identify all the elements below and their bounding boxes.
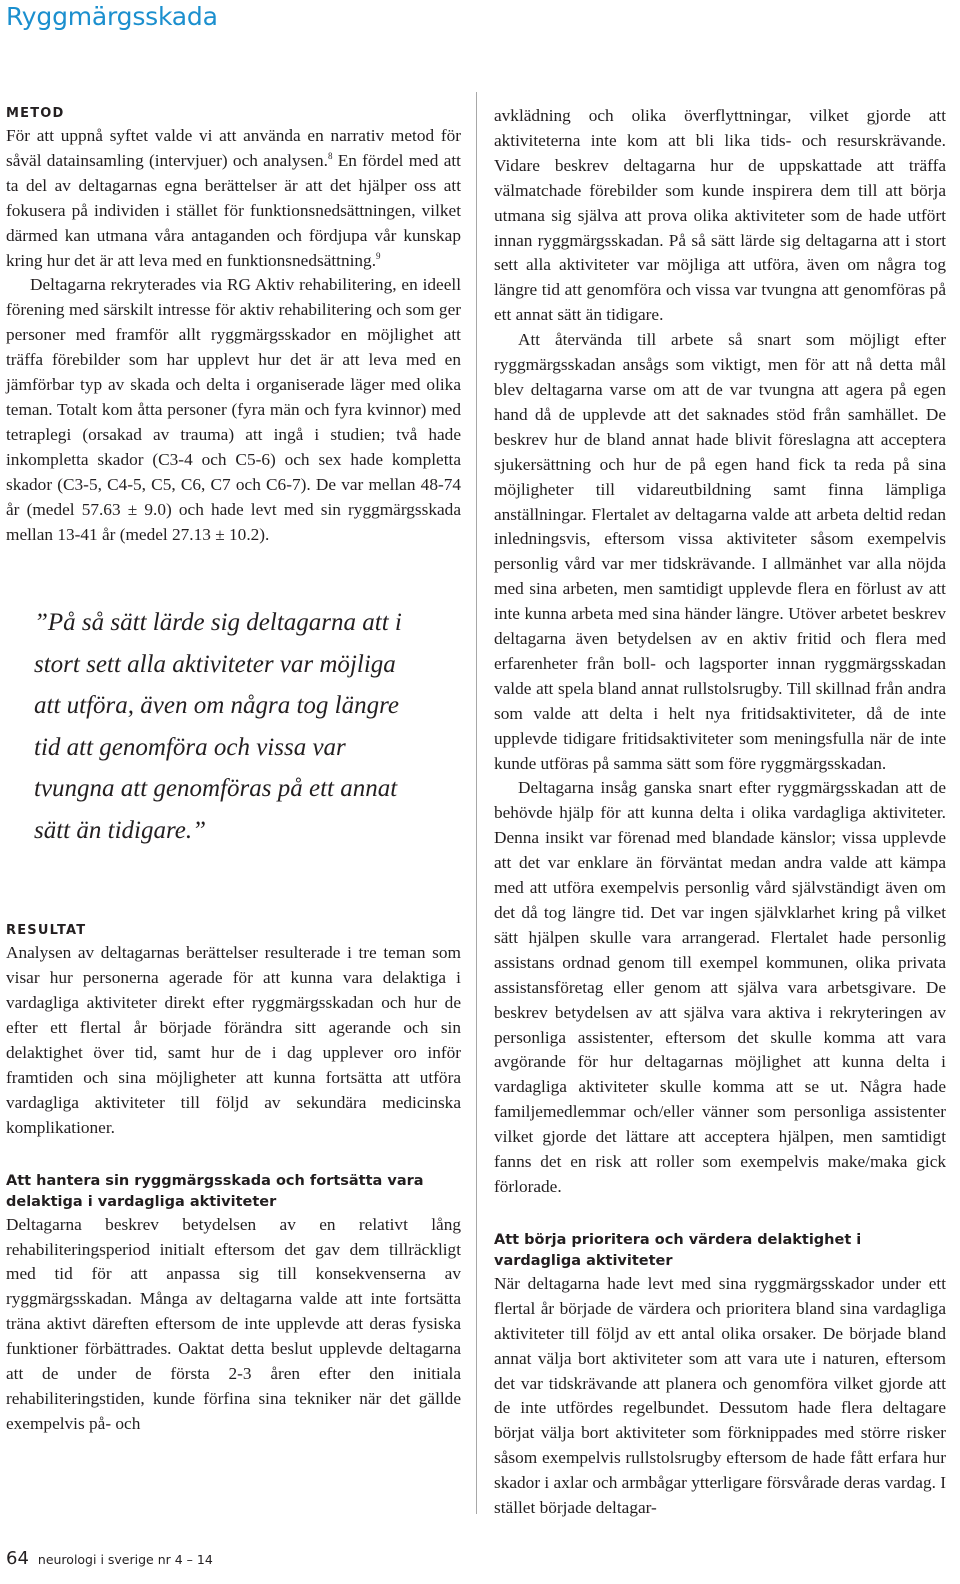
right-paragraph-3: Deltagarna insåg ganska snart efter ryggmärgsskadan att de behövde hjälp för att kunna delta i olika vardagliga aktiviteter. Denna insikt var förenad med blandade känslor; vissa upplevde att det var enklare än förväntat medan andra valde att kämpa med att utföra exempelvis personlig vård självständigt även om det då tog längre tid. Det var ingen självklarhet kring på vilket sätt hjälpen skulle vara arrangerad. Flertalet hade personlig assistans ordnad genom till exempel kommunen, olika privata assistansföretag eller genom att själva vara arbetsgivare. De beskrev betydelsen av att själva vara aktiva i rekryteringen av personliga assistenter, eftersom det skulle komma att vara avgörande för hur deltagarnas möjlighet att kunna delta i vardagliga aktiviteter skulle komma att se ut. Några hade familjemedlemmar och/eller vänner som personliga assistenter vilket gjorde det lättare att acceptera hjälpen, men samtidigt fanns det en risk att roller som exempelvis make/maka gick förlorade. (494, 778, 946, 1196)
metod-p1-text-b: En fördel med att ta del av deltagarnas egna berättelser är att det hjälper oss att fokusera på individen i stället för funktionsnedsättningen, vilket därmed kan utmana våra antaganden och fördjupa vår kunskap kring hur det är att leva med en funktionsnedsättning. (6, 150, 461, 270)
resultat-paragraph: Analysen av deltagarnas berättelser resulterade i tre teman som visar hur personerna agerade för att kunna vara delaktiga i vardagliga aktiviteter direkt efter ryggmärgsskadan och hur de efter ett flertal år började förändra sitt agerande och sin delaktighet över tid, samt hur de i dag upplever oro inför framtiden och sina möjligheter att kunna fortsätta att utföra vardagliga aktiviteter till följd av sekundära medicinska komplikationer. (6, 943, 461, 1137)
section-label-resultat: RESULTAT (6, 923, 87, 939)
metod-paragraph-2: Deltagarna rekryterades via RG Aktiv rehabilitering, en ideell förening med särskilt intresse för aktiv rehabilitering och som ger personer med framför allt ryggmärgsskador en möjlighet att träffa förebilder som har upplevt hur det är att leva med en jämförbar typ av skada och delta i organiserade läger med olika teman. Totalt kom åtta personer (fyra män och fyra kvinnor) med tetraplegi (orsakad av trauma) att ingå i studien; två hade inkompletta skador (C3-4 och C5-6) och sex hade kompletta skador (C3-5, C4-5, C5, C6, C7 och C6-7). De var mellan 48-74 år (medel 57.63 ± 9.0) och hade levt med sin ryggmärgsskada mellan 13-41 år (medel 27.13 ± 10.2). (6, 275, 461, 544)
right-paragraph-2: Att återvända till arbete så snart som möjligt efter ryggmärgsskadan ansågs som viktigt, men för att nå detta mål blev deltagarna varse om att de var tvungna att agera på egen hand då de upplevde att det saknades stöd från samhället. De beskrev hur de bland annat hade blivit föreslagna att acceptera sjukersättning och hur de på egen hand fick ta reda på sina möjligheter till vidareutbildning samt finna lämpliga anställningar. Flertalet av deltagarna valde att arbeta deltid redan inledningsvis, eftersom vissa aktiviteter såsom exempelvis personlig vård var mer tidskrävande. I allmänhet var alla nöjda med sina arbeten, men samtidigt upplevde flera en förlust av att inte kunna arbeta med sina händer längre. Utöver arbetet beskrev deltagarna även betydelsen av en aktiv fritid och flera med erfarenheter från boll- och lagsporter innan ryggmärgsskadan valde att spela bland annat rullstolsrugby. Till skillnad från andra som valde att delta i helt nya fritidsaktiviteter, då de inte upplevde tidigare fritidsaktiviteter som meningsfulla när de inte kunde utföras på samma sätt som före ryggmärgsskadan. (494, 330, 946, 773)
subheading-prioritera: Att börja prioritera och värdera delaktighet i vardagliga aktiviteter (494, 1231, 862, 1269)
metod-p1-text-a: För att uppnå syftet valde vi att använda en narrativ metod för såväl datainsamling (intervjuer) och analysen. (6, 126, 461, 170)
column-divider (476, 92, 477, 1514)
right-paragraph-1: avklädning och olika överflyttningar, vilket gjorde att aktiviteterna inte kom att bli lika tids- och resurskrävande. Vidare beskrev deltagarna hur de uppskattade att träffa välmatchade förebilder som kunde inspirera dem till att börja utmana sig själva att prova olika aktiviteter som de hade utfört innan ryggmärgsskadan. På så sätt lärde sig deltagarna att i stort sett alla aktiviteter var möjliga att utföra, även om några tog längre tid att genomföra och vissa var tvungna att genomföras på ett annat sätt än tidigare. (494, 106, 946, 325)
footnote-ref-8: 8 (327, 150, 333, 161)
prioritera-paragraph: När deltagarna hade levt med sina ryggmärgsskador under ett flertal år började de värdera och prioritera bland sina vardagliga aktiviteter till följd av ett antal olika orsaker. De började bland annat välja bort aktiviteter som att vara ute i naturen, eftersom det var tidskrävande att planera och genomföra vilket gjorde att de inte utfördes regelbundet. Dessutom hade flera deltagare börjat välja bort aktiviteter som förknippades med större risker såsom exempelvis rullstolsrugby eftersom de hade fått erfara hur skador i axlar och armbågar ytterligare försvårade deras vardag. I stället började deltagar- (494, 1273, 946, 1518)
right-column (494, 104, 946, 1521)
section-label-metod: METOD (6, 106, 65, 121)
page-footer (6, 1548, 213, 1569)
journal-name: neurologi i sverige nr 4 – 14 (37, 1552, 213, 1567)
hantera-paragraph: Deltagarna beskrev betydelsen av en relativt lång rehabiliteringsperiod initialt eftersom det gav dem tillräckligt med tid för att anpassa sig till konsekvenserna av ryggmärgsskadan. Många av deltagarna valde att inte fortsätta träna aktivt däreften eftersom de inte upplevde att deras fysiska funktioner förbättrades. Oaktat detta beslut upplevde deltagarna att de under de första 2-3 åren efter den initiala rehabiliteringstiden, kunde förfina sina tekniker när det gällde exempelvis på- och (6, 1214, 461, 1433)
page-number: 64 (6, 1548, 29, 1569)
metod-paragraph-1 (6, 124, 461, 273)
subheading-hantera: Att hantera sin ryggmärgsskada och fortsätta vara delaktiga i vardagliga aktiviteter (6, 1172, 424, 1210)
running-head: Ryggmärgsskada (6, 2, 218, 31)
pull-quote: ”På så sätt lärde sig deltagarna att i stort sett alla aktiviteter var möjliga att utföra, även om några tog längre tid att genomföra och vissa var tvungna att genomföras på ett annat sätt än tidigare.” (34, 609, 402, 844)
footnote-ref-9: 9 (376, 250, 381, 261)
left-column (6, 104, 461, 1437)
